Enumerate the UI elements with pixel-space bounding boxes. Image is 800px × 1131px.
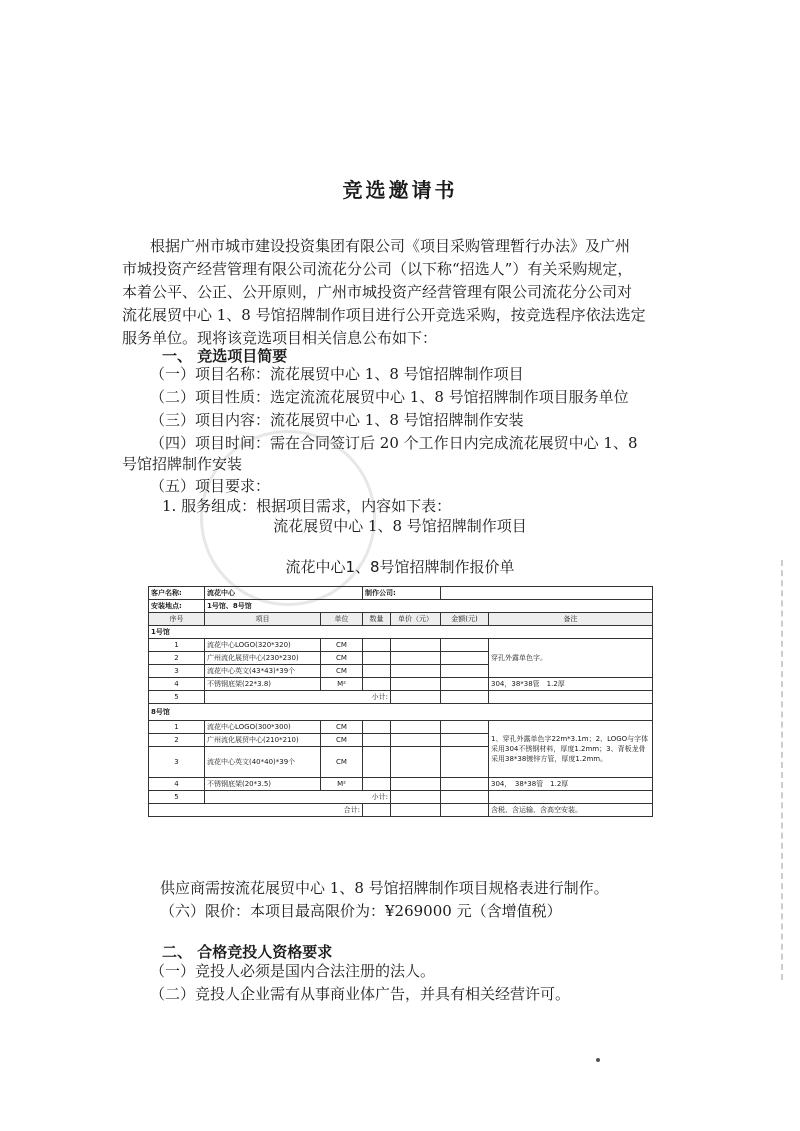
table-row: [149, 639, 653, 652]
table-row: [149, 678, 653, 691]
row-item: 广州流化展贸中心(210*210): [205, 734, 321, 747]
hall1-label-row: [149, 626, 653, 639]
location-row: [149, 600, 653, 613]
row-item: 流花中心LOGO(300*300): [205, 721, 321, 734]
hall1-subtotal-label: 小计:: [205, 691, 391, 704]
row-no: 1: [149, 721, 205, 734]
maker-value: [441, 587, 653, 600]
hall8-subtotal-label: 小计:: [205, 791, 391, 804]
page-dot: [596, 1058, 600, 1062]
section2-item-2: （二）竞投人企业需有从事商业体广告，并具有相关经营许可。: [150, 985, 571, 1003]
subtotal-row: [149, 691, 653, 704]
hall1-note-a: 穿孔外露单色字。: [489, 639, 653, 678]
hall8-note-b: 304， 38*38管 1.2厚: [489, 778, 653, 791]
intro-line-3: 本着公平、公正、公开原则，广州市城投资产经营管理有限公司流花分公司对: [122, 283, 633, 301]
hall8-label: 8号馆: [149, 704, 653, 721]
location-label: 安装地点:: [149, 600, 205, 613]
total-row: [149, 804, 653, 817]
table-header-row: [149, 613, 653, 626]
section1-item-1: （一）项目名称：流花展贸中心 1、8 号馆招牌制作项目: [150, 365, 524, 383]
total-note: 含税、含运输、含高空安装。: [489, 804, 653, 817]
row-item: 流花中心英文(43*43)*39个: [205, 665, 321, 678]
section1-item-5: （五）项目要求：: [150, 477, 271, 495]
hall1-label: 1号馆: [149, 626, 653, 639]
project-line: 流花展贸中心 1、8 号馆招牌制作项目: [273, 517, 527, 535]
table-row: [149, 721, 653, 734]
paging-seal-mark: [781, 560, 789, 980]
intro-line-1: 根据广州市城市建设投资集团有限公司《项目采购管理暂行办法》及广州: [150, 237, 631, 255]
row-no: 4: [149, 778, 205, 791]
row-no: 5: [149, 691, 205, 704]
row-unit: CM: [321, 734, 363, 747]
row-no: 5: [149, 791, 205, 804]
row-item: 广州流化展贸中心(230*230): [205, 652, 321, 665]
document-title: 竞选邀请书: [342, 178, 458, 202]
intro-line-5: 服务单位。现将该竞选项目相关信息公布如下：: [122, 329, 438, 347]
row-unit: CM: [321, 721, 363, 734]
section1-item-2: （二）项目性质：选定流流花展贸中心 1、8 号馆招牌制作项目服务单位: [150, 388, 629, 406]
customer-label: 客户名称:: [149, 587, 205, 600]
header-qty: 数量: [363, 613, 391, 626]
service-composition: 1. 服务组成：根据项目需求，内容如下表：: [162, 497, 452, 515]
header-remark: 备注: [489, 613, 653, 626]
row-unit: CM: [321, 652, 363, 665]
customer-row: [149, 587, 653, 600]
section2-heading: 二、 合格竞投人资格要求: [162, 943, 333, 961]
after-table-line-1: 供应商需按流花展贸中心 1、8 号馆招牌制作项目规格表进行制作。: [160, 879, 609, 897]
customer-value: 流花中心: [205, 587, 363, 600]
row-item: 流花中心LOGO(320*320): [205, 639, 321, 652]
row-unit: M²: [321, 778, 363, 791]
location-value: 1号馆、8号馆: [205, 600, 653, 613]
section1-item-3: （三）项目内容：流花展贸中心 1、8 号馆招牌制作安装: [150, 411, 524, 429]
quote-table: [148, 586, 653, 817]
header-no: 序号: [149, 613, 205, 626]
row-no: 1: [149, 639, 205, 652]
section2-item-1: （一）竞投人必须是国内合法注册的法人。: [150, 962, 436, 980]
subtotal-row: [149, 791, 653, 804]
row-no: 2: [149, 652, 205, 665]
intro-line-2: 市城投资产经营管理有限公司流花分公司（以下称“招选人”）有关采购规定，: [122, 260, 633, 278]
table-row: [149, 778, 653, 791]
row-no: 3: [149, 747, 205, 778]
hall1-note-b: 304，38*38管 1.2厚: [489, 678, 653, 691]
header-unit: 单位: [321, 613, 363, 626]
section1-item-4-cont: 号馆招牌制作安装: [122, 455, 243, 473]
hall8-label-row: [149, 704, 653, 721]
maker-label: 制作公司:: [363, 587, 441, 600]
row-unit: CM: [321, 747, 363, 778]
row-no: 2: [149, 734, 205, 747]
row-unit: M²: [321, 678, 363, 691]
section1-heading: 一、 竞选项目简要: [162, 347, 288, 365]
row-unit: CM: [321, 665, 363, 678]
row-no: 3: [149, 665, 205, 678]
header-unit-price: 单价（元）: [391, 613, 441, 626]
intro-line-4: 流花展贸中心 1、8 号馆招牌制作项目进行公开竞选采购，按竞选程序依法选定: [122, 306, 646, 324]
total-label: 合计:: [149, 804, 363, 817]
price-limit: （六）限价：本项目最高限价为：¥269000 元（含增值税）: [160, 902, 562, 920]
row-item: 流花中心英文(40*40)*39个: [205, 747, 321, 778]
quote-table-title: 流花中心1、8号馆招牌制作报价单: [285, 558, 515, 576]
hall8-note-a: 1、穿孔外露单色字22m*3.1m；2、LOGO与字体采用304不锈钢材料，厚度1.2mm；3、背板龙骨采用38*38镀锌方管，厚度1.2mm。: [489, 721, 653, 778]
row-unit: CM: [321, 639, 363, 652]
header-item: 项目: [205, 613, 321, 626]
row-item: 不锈钢底架(22*3.8): [205, 678, 321, 691]
row-item: 不锈钢底架(20*3.5): [205, 778, 321, 791]
header-amount: 金额(元): [441, 613, 489, 626]
row-no: 4: [149, 678, 205, 691]
section1-item-4: （四）项目时间：需在合同签订后 20 个工作日内完成流花展贸中心 1、8: [150, 434, 638, 452]
